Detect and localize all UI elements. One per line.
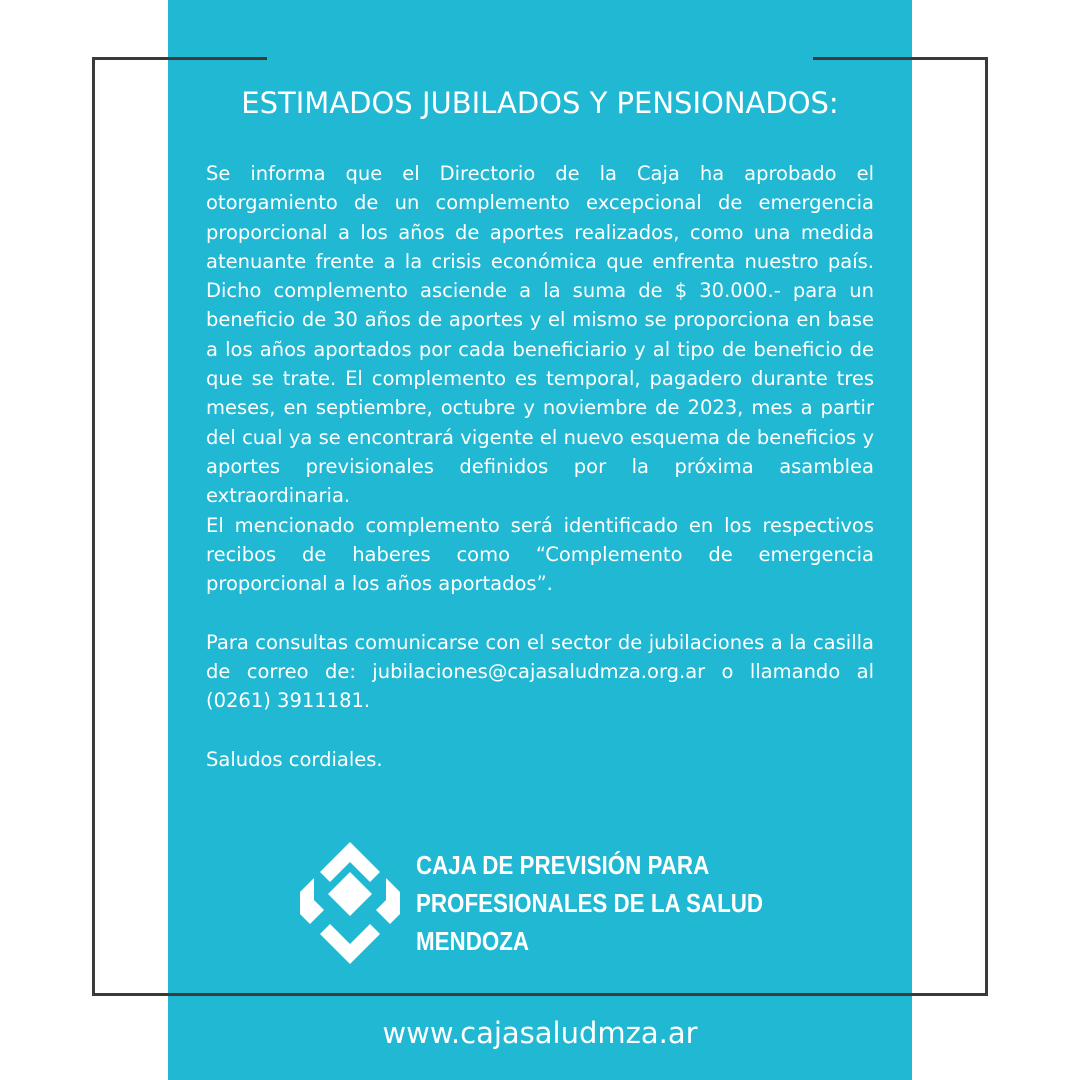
organization-name-line: CAJA DE PREVISIÓN PARA — [416, 850, 710, 880]
paragraph-contact-info: Para consultas comunicarse con el sector de jubilaciones a la casilla de correo de: jubilaciones@cajasaludmza.org.ar o llamando al (0261) 3911181. — [206, 630, 874, 713]
frame-top-left-line — [92, 57, 267, 60]
organization-logo-icon — [300, 842, 400, 966]
paragraph-receipt-identification: El mencionado complemento será identificado en los respectivos recibos de haberes como “Complemento de emergencia proporcional a los años aportados”. — [206, 513, 874, 596]
frame-left-line — [92, 57, 95, 996]
frame-bottom-line — [92, 993, 988, 996]
frame-right-line — [985, 57, 988, 996]
organization-name-line: MENDOZA — [416, 926, 530, 956]
frame-top-right-line — [813, 57, 988, 60]
website-link[interactable]: www.cajasaludmza.ar — [382, 1016, 698, 1050]
organization-name — [416, 846, 763, 960]
announcement-heading: ESTIMADOS JUBILADOS Y PENSIONADOS: — [241, 86, 839, 120]
organization-name-line: PROFESIONALES DE LA SALUD — [416, 888, 764, 918]
announcement-body — [206, 159, 874, 774]
paragraph-complement-details: Se informa que el Directorio de la Caja ha aprobado el otorgamiento de un complemento excepcional de emergencia proporcional a los años de aportes realizados, como una medida atenuante frente a la crisis económica que enfrenta nuestro país. Dicho complemento asciende a la suma de $ 30.000.- para un beneficio de 30 años de aportes y el mismo se proporciona en base a los años aportados por cada beneficiario y al tipo de beneficio de que se trate. El complemento es temporal, pagadero durante tres meses, en septiembre, octubre y noviembre de 2023, mes a partir del cual ya se encontrará vigente el nuevo esquema de beneficios y aportes previsionales definidos por la próxima asamblea extraordinaria. — [206, 162, 874, 508]
paragraph-closing: Saludos cordiales. — [206, 747, 383, 771]
